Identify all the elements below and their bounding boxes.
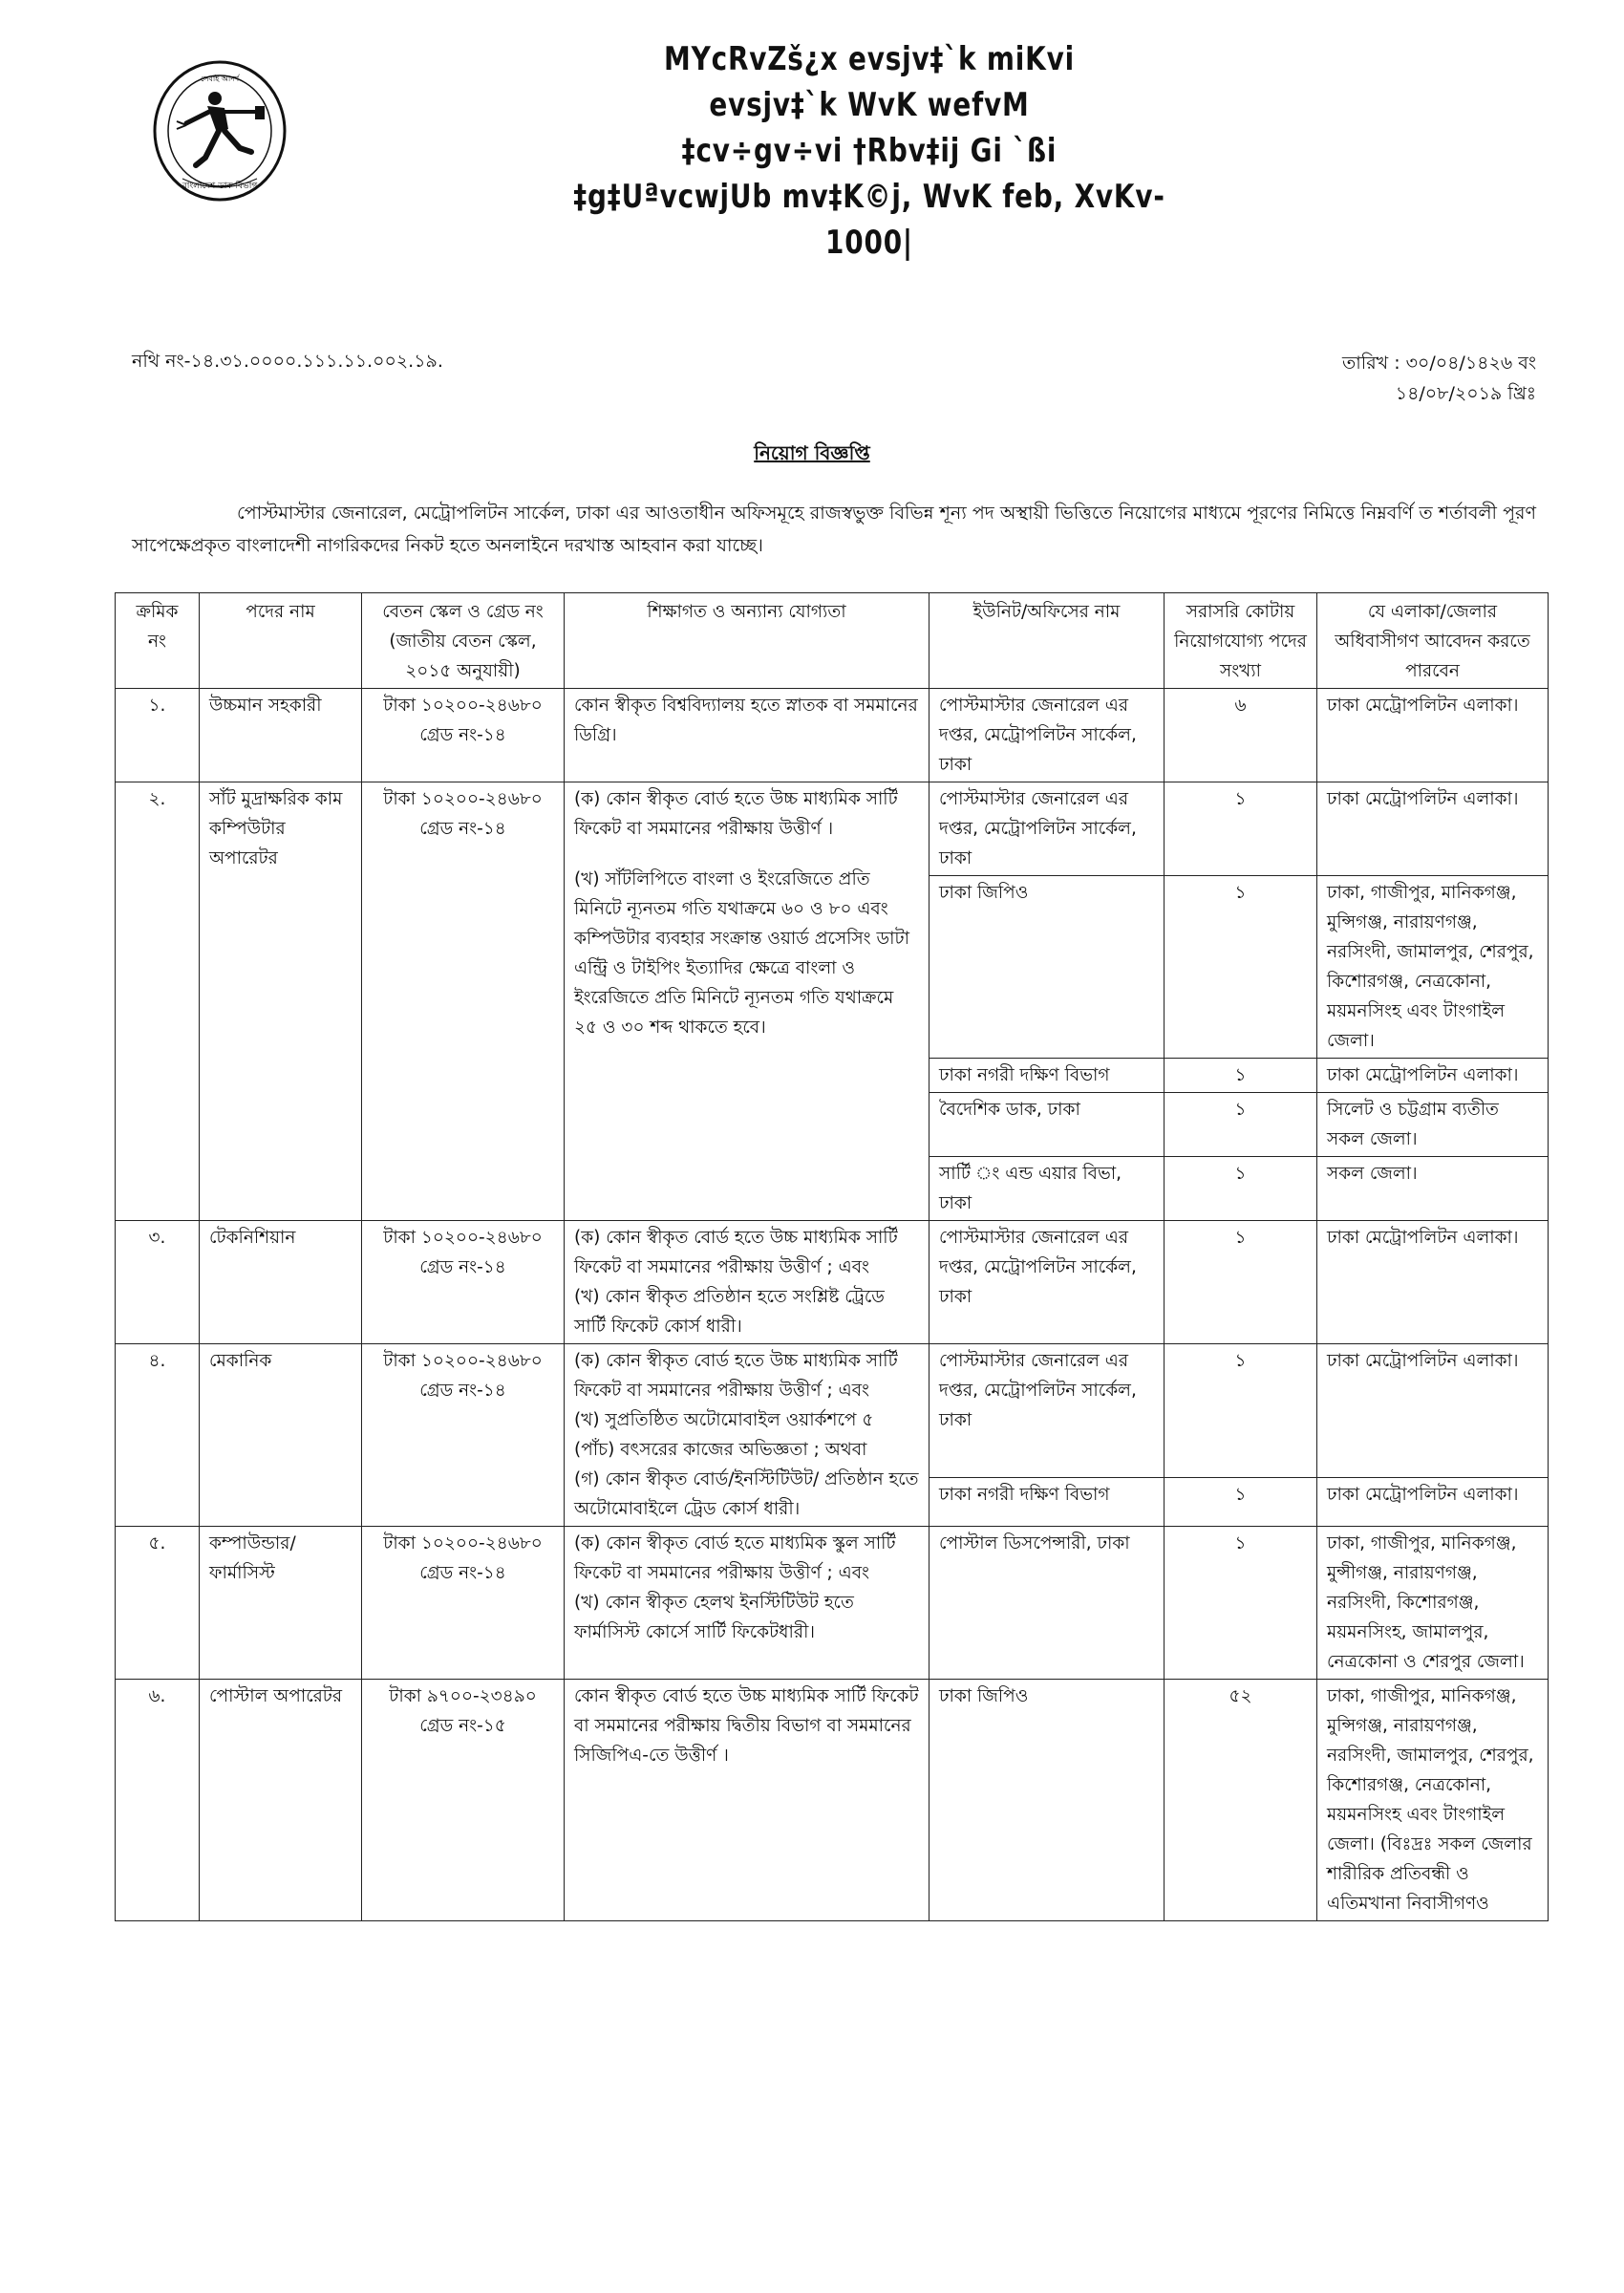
cell-area: ঢাকা মেট্রোপলিটন এলাকা। (1317, 1059, 1549, 1093)
cell-post: সাঁট মুদ্রাক্ষরিক কাম কম্পিউটার অপারেটর (200, 782, 362, 1221)
header-count: সরাসরি কোটায় নিয়োগযোগ্য পদের সংখ্যা (1165, 593, 1317, 689)
cell-serial: ২. (116, 782, 200, 1221)
cell-serial: ৪. (116, 1344, 200, 1527)
date-bangla: তারিখ : ৩০/০৪/১৪২৬ বং (1342, 353, 1536, 374)
cell-area: ঢাকা, গাজীপুর, মানিকগঞ্জ, মুন্সিগঞ্জ, নারায়ণগঞ্জ, নরসিংদী, জামালপুর, শেরপুর, কিশোরগঞ্জ, নেত্রকোনা, ময়মনসিংহ এবং টাংগাইল জেলা। (বিঃদ্রঃ সকল জেলার শারীরিক প্রতিবন্ধী ও এতিমখানা নিবাসীগণও (1317, 1680, 1549, 1921)
qualification-item: (খ) সুপ্রতিষ্ঠিত অটোমোবাইল ওয়ার্কশপে ৫ (পাঁচ) বৎসরের কাজের অভিজ্ঞতা ; অথবা (574, 1410, 874, 1460)
cell-count: ১ (1165, 1527, 1317, 1680)
cell-area: ঢাকা, গাজীপুর, মানিকগঞ্জ, মুন্সিগঞ্জ, নারায়ণগঞ্জ, নরসিংদী, জামালপুর, শেরপুর, কিশোরগঞ্জ, নেত্রকোনা, ময়মনসিংহ এবং টাংগাইল জেলা। (1317, 876, 1549, 1059)
cell-area: ঢাকা মেট্রোপলিটন এলাকা। (1317, 689, 1549, 782)
qualification-item: (ক) কোন স্বীকৃত বোর্ড হতে মাধ্যমিক স্কুল সার্টি ফিকেট বা সমমানের পরীক্ষায় উত্তীর্ণ ; এবং (574, 1533, 896, 1583)
cell-pay: টাকা ১০২০০-২৪৬৮০ গ্রেড নং-১৪ (362, 1527, 565, 1680)
cell-qualification (565, 689, 930, 782)
cell-count: ১ (1165, 1221, 1317, 1344)
file-number: নথি নং-১৪.৩১.০০০০.১১১.১১.০০২.১৯. (132, 351, 443, 372)
header-post: পদের নাম (200, 593, 362, 689)
header-office: ইউনিট/অফিসের নাম (930, 593, 1165, 689)
table-row (116, 689, 1549, 782)
cell-count: ৫২ (1165, 1680, 1317, 1921)
cell-area: সিলেট ও চট্টগ্রাম ব্যতীত সকল জেলা। (1317, 1093, 1549, 1157)
notice-title: নিয়োগ বিজ্ঞপ্তি (754, 441, 870, 464)
header-serial: ক্রমিক নং (116, 593, 200, 689)
cell-count: ১ (1165, 1093, 1317, 1157)
cell-area: ঢাকা মেট্রোপলিটন এলাকা। (1317, 1477, 1549, 1526)
qualification-item: (ক) কোন স্বীকৃত বোর্ড হতে উচ্চ মাধ্যমিক সার্টি ফিকেট বা সমমানের পরীক্ষায় উত্তীর্ণ ; এবং (574, 1351, 898, 1401)
cell-pay: টাকা ৯৭০০-২৩৪৯০ গ্রেড নং-১৫ (362, 1680, 565, 1921)
intro-paragraph: পোস্টমাস্টার জেনারেল, মেট্রোপলিটন সার্কেল, ঢাকা এর আওতাধীন অফিসমূহে রাজস্বভুক্ত বিভিন্ন শূন্য পদ অস্থায়ী ভিত্তিতে নিয়োগের মাধ্যমে পূরণের নিমিত্তে নিম্নবর্ণি ত শর্তাবলী পূরণ সাপেক্ষেপ্রকৃত বাংলাদেশী নাগরিকদের নিকট হতে অনলাইনে দরখাস্ত আহবান করা যাচ্ছে। (132, 503, 1536, 556)
cell-count: ১ (1165, 1059, 1317, 1093)
table-body (116, 689, 1549, 1921)
bangladesh-post-logo (148, 53, 291, 205)
cell-post: উচ্চমান সহকারী (200, 689, 362, 782)
cell-qualification (565, 1344, 930, 1527)
table-row (116, 1527, 1549, 1680)
cell-qualification (565, 1680, 930, 1921)
cell-count: ১ (1165, 1344, 1317, 1478)
cell-pay: টাকা ১০২০০-২৪৬৮০ গ্রেড নং-১৪ (362, 689, 565, 782)
table-row (116, 1221, 1549, 1344)
cell-area: সকল জেলা। (1317, 1157, 1549, 1221)
header-qualification: শিক্ষাগত ও অন্যান্য যোগ্যতা (565, 593, 930, 689)
cell-office: সার্টি ং এন্ড এয়ার বিভা, ঢাকা (930, 1157, 1165, 1221)
header-line-government: MYcRvZš¿x evsjv‡`k miKvi (664, 40, 1075, 78)
cell-office: ঢাকা জিপিও (930, 1680, 1165, 1921)
cell-count: ১ (1165, 876, 1317, 1059)
cell-serial: ৩. (116, 1221, 200, 1344)
cell-post: পোস্টাল অপারেটর (200, 1680, 362, 1921)
table-row (116, 1680, 1549, 1921)
cell-serial: ১. (116, 689, 200, 782)
header-area: যে এলাকা/জেলার অধিবাসীগণ আবেদন করতে পারবেন (1317, 593, 1549, 689)
qualification-item: (খ) সাঁটলিপিতে বাংলা ও ইংরেজিতে প্রতি মিনিটে ন্যূনতম গতি যথাক্রমে ৬০ ও ৮০ এবং কম্পিউটার ব্যবহার সংক্রান্ত ওয়ার্ড প্রসেসিং ডাটা এন্ট্রি ও টাইপিং ইত্যাদির ক্ষেত্রে বাংলা ও ইংরেজিতে প্রতি মিনিটে ন্যূনতম গতি যথাক্রমে ২৫ ও ৩০ শব্দ থাকতে হবে। (574, 869, 909, 1038)
cell-office: পোস্টমাস্টার জেনারেল এর দপ্তর, মেট্রোপলিটন সার্কেল, ঢাকা (930, 689, 1165, 782)
cell-pay: টাকা ১০২০০-২৪৬৮০ গ্রেড নং-১৪ (362, 782, 565, 1221)
cell-serial: ৬. (116, 1680, 200, 1921)
cell-area: ঢাকা মেট্রোপলিটন এলাকা। (1317, 782, 1549, 876)
cell-qualification (565, 1221, 930, 1344)
table-header-row (116, 593, 1549, 689)
table-row (116, 1344, 1549, 1478)
cell-post: টেকনিশিয়ান (200, 1221, 362, 1344)
qualification-item: (খ) কোন স্বীকৃত প্রতিষ্ঠান হতে সংশ্লিষ্ট ট্রেডে সার্টি ফিকেট কোর্স ধারী। (574, 1287, 885, 1337)
cell-post: মেকানিক (200, 1344, 362, 1527)
header-line-department: evsjv‡`k WvK wefvM (709, 86, 1030, 124)
table-row (116, 782, 1549, 876)
svg-text:সেবাই আদর্শ: সেবাই আদর্শ (200, 75, 240, 83)
header-pay: বেতন স্কেল ও গ্রেড নং (জাতীয় বেতন স্কেল, ২০১৫ অনুযায়ী) (362, 593, 565, 689)
date-gregorian: ১৪/০৮/২০১৯ খ্রিঃ (1395, 383, 1536, 404)
date-block (1342, 348, 1536, 409)
cell-office: পোস্টমাস্টার জেনারেল এর দপ্তর, মেট্রোপলিটন সার্কেল, ঢাকা (930, 782, 1165, 876)
vacancy-table (115, 592, 1549, 1921)
cell-office: ঢাকা জিপিও (930, 876, 1165, 1059)
cell-area: ঢাকা মেট্রোপলিটন এলাকা। (1317, 1344, 1549, 1478)
qualification-item: (খ) কোন স্বীকৃত হেলথ ইনস্টিটিউট হতে ফার্মাসিস্ট কোর্সে সার্টি ফিকেটধারী। (574, 1593, 854, 1642)
cell-office: ঢাকা নগরী দক্ষিণ বিভাগ (930, 1477, 1165, 1526)
cell-office: বৈদেশিক ডাক, ঢাকা (930, 1093, 1165, 1157)
cell-area: ঢাকা, গাজীপুর, মানিকগঞ্জ, মুন্সীগঞ্জ, নারায়ণগঞ্জ, নরসিংদী, কিশোরগঞ্জ, ময়মনসিংহ, জামালপুর, নেত্রকোনা ও শেরপুর জেলা। (1317, 1527, 1549, 1680)
cell-serial: ৫. (116, 1527, 200, 1680)
qualification-item: কোন স্বীকৃত বোর্ড হতে উচ্চ মাধ্যমিক সার্টি ফিকেট বা সমমানের পরীক্ষায় দ্বিতীয় বিভাগ বা সমমানের সিজিপিএ-তে উত্তীর্ণ । (574, 1686, 919, 1766)
qualification-item: (ক) কোন স্বীকৃত বোর্ড হতে উচ্চ মাধ্যমিক সার্টি ফিকেট বা সমমানের পরীক্ষায় উত্তীর্ণ । (574, 789, 898, 839)
office-header (506, 36, 1232, 266)
cell-qualification (565, 1527, 930, 1680)
cell-count: ৬ (1165, 689, 1317, 782)
cell-count: ১ (1165, 782, 1317, 876)
cell-pay: টাকা ১০২০০-২৪৬৮০ গ্রেড নং-১৪ (362, 1344, 565, 1527)
cell-office: ঢাকা নগরী দক্ষিণ বিভাগ (930, 1059, 1165, 1093)
cell-qualification (565, 782, 930, 1221)
header-line-address: ‡g‡UªvcwjUb mv‡K©j, WvK feb, XvKv-1000| (573, 178, 1165, 262)
cell-office: পোস্টমাস্টার জেনারেল এর দপ্তর, মেট্রোপলিটন সার্কেল, ঢাকা (930, 1221, 1165, 1344)
cell-office: পোস্টমাস্টার জেনারেল এর দপ্তর, মেট্রোপলিটন সার্কেল, ঢাকা (930, 1344, 1165, 1478)
header-line-office: ‡cv÷gv÷vi †Rbv‡ij Gi `ßi (681, 132, 1058, 170)
cell-area: ঢাকা মেট্রোপলিটন এলাকা। (1317, 1221, 1549, 1344)
cell-office: পোস্টাল ডিসপেন্সারী, ঢাকা (930, 1527, 1165, 1680)
qualification-item: (গ) কোন স্বীকৃত বোর্ড/ইনস্টিটিউট/ প্রতিষ্ঠান হতে অটোমোবাইলে ট্রেড কোর্স ধারী। (574, 1469, 919, 1519)
qualification-item: (ক) কোন স্বীকৃত বোর্ড হতে উচ্চ মাধ্যমিক সার্টি ফিকেট বা সমমানের পরীক্ষায় উত্তীর্ণ ; এবং (574, 1228, 898, 1277)
post-emblem-icon (148, 53, 291, 205)
cell-count: ১ (1165, 1157, 1317, 1221)
cell-post: কম্পাউন্ডার/ ফার্মাসিস্ট (200, 1527, 362, 1680)
cell-pay: টাকা ১০২০০-২৪৬৮০ গ্রেড নং-১৪ (362, 1221, 565, 1344)
cell-count: ১ (1165, 1477, 1317, 1526)
svg-text:বাংলাদেশ ডাক বিভাগ: বাংলাদেশ ডাক বিভাগ (182, 182, 258, 191)
qualification-item: কোন স্বীকৃত বিশ্ববিদ্যালয় হতে স্নাতক বা সমমানের ডিগ্রি। (574, 696, 918, 745)
